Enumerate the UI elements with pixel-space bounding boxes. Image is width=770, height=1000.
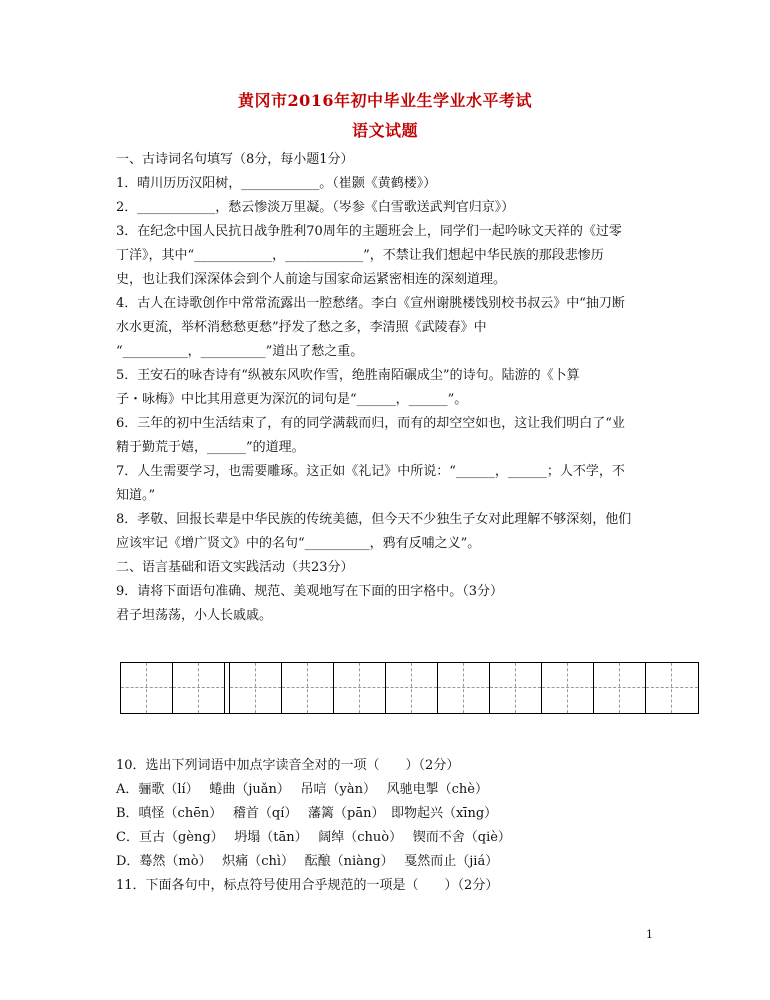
- grid-cell[interactable]: [230, 663, 282, 713]
- grid-cell[interactable]: [646, 663, 698, 713]
- text-line: 丁洋》，其中“____________，____________”，不禁让我们想起中华民族的那段悲惨历: [116, 248, 604, 263]
- grid-cell[interactable]: [334, 663, 386, 713]
- grid-cell[interactable]: [490, 663, 542, 713]
- text-line: 史，也让我们深深体会到个人前途与国家命运紧密相连的深刻道理。: [116, 272, 507, 287]
- grid-cell[interactable]: [594, 663, 646, 713]
- text-line: 8．孝敬、回报长辈是中华民族的传统美德，但今天不少独生子女对此理解不够深刻，他们: [116, 512, 632, 527]
- text-line: 子・咏梅》中比其用意更为深沉的词句是“______，______”。: [116, 392, 468, 407]
- text-line: 知道。”: [116, 488, 156, 503]
- exam-title: 黄冈市2016年初中毕业生学业水平考试: [237, 91, 533, 110]
- text-line: 7．人生需要学习，也需要雕琢。这正如《礼记》中所说：“______，______；人不学，不: [116, 464, 625, 479]
- grid-cell[interactable]: [542, 663, 594, 713]
- text-line: 二、语言基础和语文实践活动（共23分）: [116, 560, 354, 575]
- text-line: 精于勤荒于嬉，______”的道理。: [116, 440, 305, 455]
- text-line: 3．在纪念中国人民抗日战争胜利70周年的主题班会上，同学们一起吟咏文天祥的《过零: [116, 224, 622, 239]
- text-line: 9．请将下面语句准确、规范、美观地写在下面的田字格中。（3分）: [116, 584, 504, 599]
- text-line: 11．下面各句中，标点符号使用合乎规范的一项是（ ）（2分）: [116, 878, 499, 893]
- exam-subtitle: 语文试题: [351, 121, 418, 140]
- text-line: C．亘古（gèng） 坍塌（tān） 阔绰（chuò） 锲而不舍（qiè）: [116, 830, 511, 845]
- text-line: 一、古诗词名句填写（8分，每小题1分）: [116, 152, 354, 167]
- grid-cell[interactable]: [438, 663, 490, 713]
- text-line: 6．三年的初中生活结束了，有的同学满载而归，而有的却空空如也，这让我们明白了“业: [116, 416, 625, 431]
- text-line: 1．晴川历历汉阳树，____________。（崔颢《黄鹤楼》）: [116, 176, 437, 191]
- text-line: 10．选出下列词语中加点字读音全对的一项（ ）（2分）: [116, 758, 460, 773]
- grid-cell[interactable]: [121, 663, 173, 713]
- grid-cell[interactable]: [386, 663, 438, 713]
- text-line: B．嗔怪（chēn） 稽首（qí） 藩篱（pān） 即物起兴（xīng）: [116, 806, 498, 821]
- page-number: 1: [646, 928, 653, 941]
- text-line: 4．古人在诗歌创作中常常流露出一腔愁绪。李白《宣州谢朓楼饯别校书叔云》中“抽刀断: [116, 296, 625, 311]
- text-line: 水水更流，举杯消愁愁更愁”抒发了愁之多，李清照《武陵春》中: [116, 320, 487, 335]
- text-line: D．蓦然（mò） 炽痛（chì） 酝酿（niàng） 戛然而止（jiá）: [116, 854, 499, 869]
- writing-grid[interactable]: [120, 662, 699, 714]
- text-line: A．骊歌（lí） 蜷曲（juǎn） 吊唁（yàn） 风驰电掣（chè）: [116, 782, 488, 797]
- text-line: 君子坦荡荡，小人长戚戚。: [116, 608, 273, 623]
- text-line: “__________，__________”道出了愁之重。: [116, 344, 364, 359]
- text-line: 5．王安石的咏杏诗有“纵被东风吹作雪，绝胜南陌碾成尘”的诗句。陆游的《卜算: [116, 368, 580, 383]
- text-line: 应该牢记《增广贤文》中的名句“__________，鸦有反哺之义”。: [116, 536, 481, 551]
- grid-cell[interactable]: [173, 663, 225, 713]
- text-line: 2．____________，愁云惨淡万里凝。（岑参《白雪歌送武判官归京》）: [116, 200, 515, 215]
- grid-cell[interactable]: [282, 663, 334, 713]
